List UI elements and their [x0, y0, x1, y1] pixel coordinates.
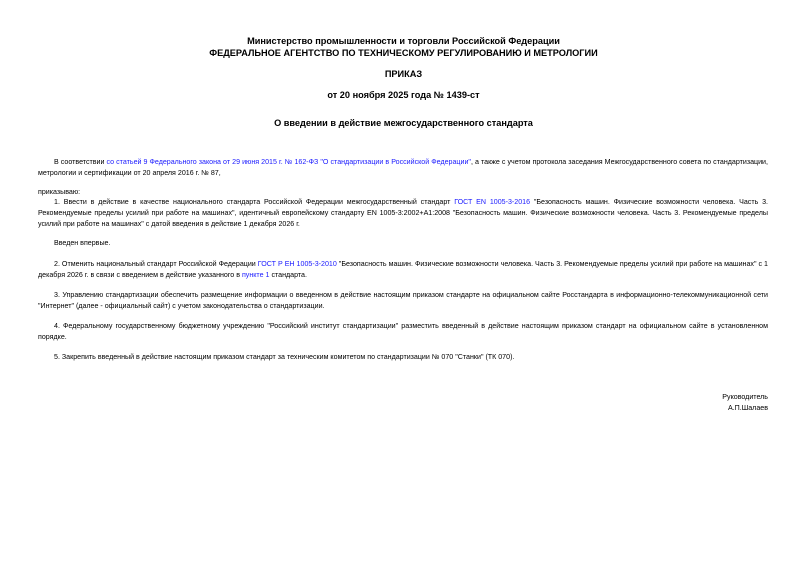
federal-law-link[interactable]: со статьей 9 Федерального закона от 29 июня 2015 г. № 162-ФЗ "О стандартизации в Российской Федерации" [106, 158, 471, 166]
introduced-first-note: Введен впервые. [54, 239, 111, 247]
item-1-reference-link[interactable]: пункте 1 [241, 270, 270, 279]
gost-r-en-1005-3-2010-link[interactable]: ГОСТ Р ЕН 1005-3-2010 [257, 260, 337, 268]
item-2-paragraph [38, 259, 768, 281]
document-title: О введении в действие межгосударственного стандарта [274, 118, 533, 128]
item-2-text-middle: "Безопасность машин. Физические возможности человека. Часть 3. Рекомендуемые пределы усилий при работе на машинах" с 1 декабря 2026 г. в связи с введением в действие указанного в [38, 260, 768, 279]
order-word: приказываю: [38, 188, 81, 196]
item-2-text-start: 2. Отменить национальный стандарт Российской Федерации [54, 260, 258, 268]
agency-heading: ФЕДЕРАЛЬНОЕ АГЕНТСТВО ПО ТЕХНИЧЕСКОМУ РЕГУЛИРОВАНИЮ И МЕТРОЛОГИИ [209, 48, 598, 58]
document-type: ПРИКАЗ [384, 69, 423, 79]
signatory-position: Руководитель [722, 393, 768, 401]
preamble-text-start: В соответствии [54, 158, 107, 166]
preamble-text-end: , а также с учетом протокола заседания Межгосударственного совета по стандартизации, метрологии и сертификации от 20 апреля 2016 г. № 87, [38, 158, 768, 177]
item-1-paragraph [38, 197, 768, 229]
preamble-paragraph [38, 157, 768, 179]
item-5-paragraph: 5. Закрепить введенный в действие настоящим приказом стандарт за техническим комитетом по стандартизации № 070 "Станки" (ТК 070). [54, 353, 515, 361]
date-and-number: от 20 ноября 2025 года № 1439-ст [327, 90, 480, 100]
item-4-paragraph: 4. Федеральному государственному бюджетному учреждению "Российский институт стандартизации" разместить введенный в действие настоящим приказом стандарт на официальном сайте в установленном порядке. [38, 322, 768, 341]
item-3-paragraph: 3. Управлению стандартизации обеспечить размещение информации о введенном в действие настоящим приказом стандарте на официальном сайте Росстандарта в информационно-телекоммуникационной сети "Интернет" (далее - официальный сайт) с учетом законодательства о стандартизации. [38, 291, 768, 310]
item-2-text-end: стандарта. [269, 270, 307, 279]
signatory-name: А.П.Шалаев [727, 404, 768, 412]
item-1-text-start: 1. Ввести в действие в качестве национального стандарта Российской Федерации межгосударственный стандарт [54, 198, 455, 206]
item-1-text-end: "Безопасность машин. Физические возможности человека. Часть 3. Рекомендуемые пределы усилий при работе на машинах", идентичный европейскому стандарту EN 1005-3:2002+A1:2008 "Безопасность машин. Физические возможности человека. Часть 3. Рекомендуемые пределы усилий при работе на машинах" с датой введения в действие 1 декабря 2026 г. [38, 198, 769, 228]
gost-en-1005-3-2016-link[interactable]: ГОСТ EN 1005-3-2016 [454, 198, 531, 206]
ministry-heading: Министерство промышленности и торговли Российской Федерации [247, 36, 560, 46]
